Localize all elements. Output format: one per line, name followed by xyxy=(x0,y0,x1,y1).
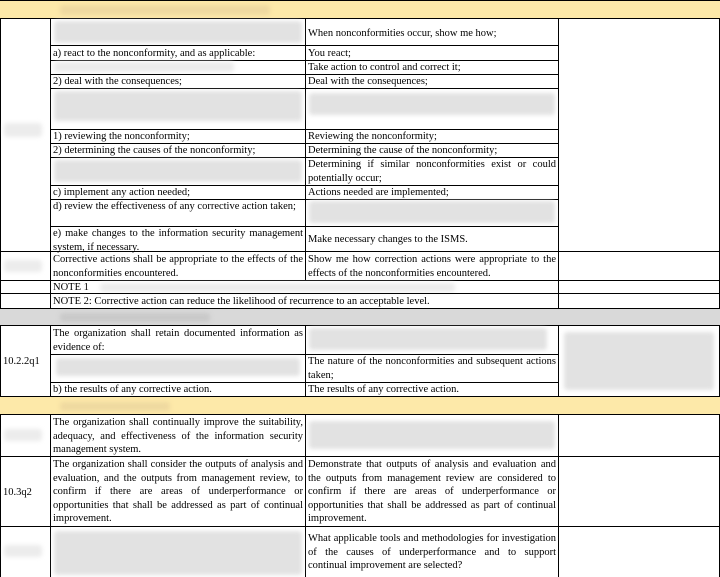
table-row xyxy=(0,456,720,526)
requirement-text: b) the results of any corrective action. xyxy=(53,384,212,395)
redacted-text xyxy=(54,91,302,121)
block-corrective-action xyxy=(0,18,720,251)
requirement-answer: Determining the cause of the nonconformity; xyxy=(308,145,498,156)
requirement-answer: Determining if similar nonconformities exist or could potentially occur; xyxy=(308,159,556,184)
requirement-answer: When nonconformities occur, show me how; xyxy=(308,28,497,39)
requirement-text: e) make changes to the information security management system, if necessary. xyxy=(53,228,303,253)
requirement-answer: Demonstrate that outputs of analysis and evaluation and the outputs from management review are considered to confirm if there are areas of underperformance or opportunities that shall be addressed as part of continual improvement. xyxy=(308,459,556,524)
redacted-text xyxy=(309,93,555,115)
note-row xyxy=(0,280,720,293)
note-row xyxy=(0,293,720,308)
requirement-text: 2) deal with the consequences; xyxy=(53,76,182,87)
requirement-answer: Deal with the consequences; xyxy=(308,76,428,87)
redacted-text xyxy=(60,313,210,322)
redacted-text xyxy=(4,260,42,272)
redacted-text xyxy=(309,328,547,350)
requirement-answer: Actions needed are implemented; xyxy=(308,187,449,198)
redacted-text xyxy=(54,62,234,72)
redacted-text xyxy=(54,531,302,575)
redacted-text xyxy=(309,201,555,223)
requirement-text: 2) determining the causes of the nonconformity; xyxy=(53,145,256,156)
redacted-text xyxy=(60,5,270,15)
redacted-text xyxy=(100,283,455,292)
requirement-answer: Show me how correction actions were appropriate to the effects of the nonconformities encountered. xyxy=(308,254,556,279)
requirement-text: d) review the effectiveness of any corrective action taken; xyxy=(53,201,296,212)
requirement-text: The organization shall retain documented information as evidence of: xyxy=(53,328,303,353)
redacted-text xyxy=(56,358,300,376)
requirement-text: The organization shall consider the outputs of analysis and evaluation, and the outputs from management review, to confirm if there are areas of underperformance or opportunities that shall be addressed as part of continual improvement. xyxy=(53,459,303,524)
section-header-band xyxy=(0,0,720,18)
requirement-answer: Reviewing the nonconformity; xyxy=(308,131,437,142)
clause-id: 10.3q2 xyxy=(3,487,32,498)
requirement-text: c) implement any action needed; xyxy=(53,187,191,198)
redacted-text xyxy=(54,21,302,43)
requirement-answer: The results of any corrective action. xyxy=(308,384,460,395)
redacted-text xyxy=(60,402,170,411)
table-row xyxy=(0,251,720,280)
requirement-answer: What applicable tools and methodologies for investigation of the causes of underperformance and to support continual improvement are selected? xyxy=(308,533,556,571)
table-row xyxy=(0,526,720,577)
requirement-text: Corrective actions shall be appropriate to the effects of the nonconformities encountered. xyxy=(53,254,303,279)
requirement-text: The organization shall continually improve the suitability, adequacy, and effectiveness of the information security management system. xyxy=(53,417,303,455)
clause-id: 10.2.2q1 xyxy=(3,356,40,367)
section-header-band xyxy=(0,396,720,414)
redacted-text xyxy=(4,123,42,137)
table-row xyxy=(0,325,720,396)
note-1: NOTE 1 xyxy=(53,282,89,293)
requirement-answer: The nature of the nonconformities and subsequent actions taken; xyxy=(308,356,556,381)
note-2: NOTE 2: Corrective action can reduce the likelihood of recurrence to an acceptable level. xyxy=(53,296,430,307)
requirement-answer: Make necessary changes to the ISMS. xyxy=(308,234,468,245)
redacted-text xyxy=(54,160,302,182)
redacted-text xyxy=(4,429,42,441)
table-row xyxy=(0,414,720,456)
redacted-text xyxy=(4,545,42,557)
redacted-text xyxy=(309,421,555,449)
requirement-answer: Take action to control and correct it; xyxy=(308,62,461,73)
requirement-answer: You react; xyxy=(308,48,351,59)
requirement-text: 1) reviewing the nonconformity; xyxy=(53,131,190,142)
requirement-text: a) react to the nonconformity, and as applicable: xyxy=(53,48,256,59)
section-header-gray xyxy=(0,308,720,325)
redacted-text xyxy=(564,332,714,390)
